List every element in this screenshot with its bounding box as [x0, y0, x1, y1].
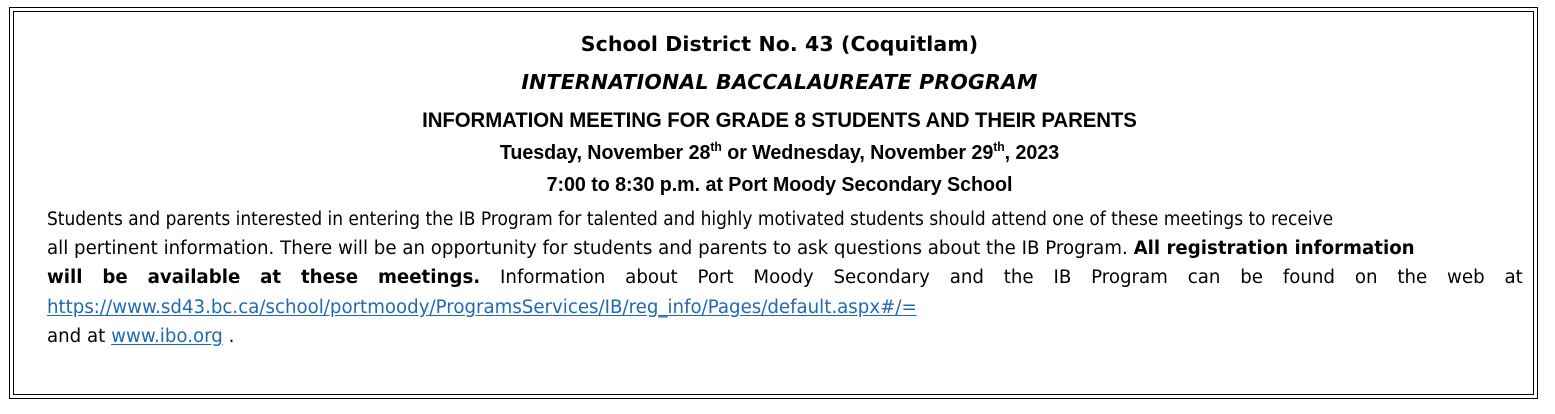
- secondary-link-line: [47, 322, 1526, 351]
- paragraph-line-2-normal: all pertinent information. There will be an opportunity for students and parents to ask questions about the IB Program.: [47, 238, 1134, 260]
- paragraph-line-3-word: at: [1504, 267, 1523, 289]
- paragraph-line-3-word: Moody: [753, 267, 814, 289]
- notice-outer-border: [9, 7, 1538, 399]
- paragraph-line-3-word: Information: [500, 267, 606, 289]
- ordinal-suffix-first: th: [710, 139, 722, 155]
- ibo-org-link[interactable]: www.ibo.org: [111, 325, 223, 347]
- and-at-label: and at: [47, 325, 112, 347]
- program-title: INTERNATIONAL BACCALAUREATE PROGRAM: [521, 70, 1038, 94]
- paragraph-line-3-word: the: [1397, 267, 1428, 289]
- trailing-period: .: [222, 325, 235, 347]
- meeting-dates-middle: or Wednesday, November 29: [721, 141, 994, 164]
- school-district-title: School District No. 43 (Coquitlam): [580, 32, 979, 56]
- paragraph-line-3-word: available: [147, 267, 241, 289]
- paragraph-line-3-word: be: [102, 267, 128, 289]
- notice-paragraph: [47, 205, 1523, 293]
- meeting-dates-year: , 2023: [1004, 141, 1060, 164]
- paragraph-line-3-word: at: [260, 267, 282, 289]
- paragraph-line-3-word: Program: [1091, 267, 1168, 289]
- paragraph-line-3-word: found: [1282, 267, 1335, 289]
- notice-content: [33, 21, 1526, 390]
- ordinal-suffix-second: th: [993, 139, 1005, 155]
- notice-inner-border: [13, 11, 1534, 395]
- meeting-dates: [63, 137, 1496, 168]
- paragraph-line-3-word: be: [1240, 267, 1263, 289]
- paragraph-line-3-word: and: [949, 267, 984, 289]
- meeting-title: INFORMATION MEETING FOR GRADE 8 STUDENTS AND THEIR PARENTS: [422, 108, 1137, 132]
- paragraph-line-3-word: on: [1354, 267, 1378, 289]
- paragraph-line-3-word: about: [625, 267, 678, 289]
- paragraph-line-3-word: will: [47, 267, 83, 289]
- paragraph-line-1: Students and parents interested in entering the IB Program for talented and highly motivated students should attend one of these meetings to receive: [47, 209, 1334, 230]
- paragraph-line-3-word: Secondary: [833, 267, 930, 289]
- paragraph-line-3-word: Port: [697, 267, 734, 289]
- ib-registration-link[interactable]: https://www.sd43.bc.ca/school/portmoody/ProgramsServices/IB/reg_info/Pages/default.aspx#/=: [47, 296, 917, 318]
- primary-link-line: [47, 293, 1526, 322]
- paragraph-line-3-word: these: [300, 267, 359, 289]
- paragraph-line-3-word: meetings.: [377, 267, 481, 289]
- meeting-time-location: 7:00 to 8:30 p.m. at Port Moody Secondary School: [546, 173, 1013, 196]
- paragraph-line-3-word: can: [1187, 267, 1221, 289]
- paragraph-line-2-bold: All registration information: [1133, 238, 1415, 260]
- paragraph-line-2: [47, 234, 1523, 263]
- paragraph-line-3-word: web: [1447, 267, 1485, 289]
- meeting-dates-prefix: Tuesday, November 28: [499, 141, 711, 164]
- paragraph-line-3-word: the: [1003, 267, 1034, 289]
- paragraph-line-3-word: IB: [1053, 267, 1072, 289]
- paragraph-line-3: [47, 263, 1523, 292]
